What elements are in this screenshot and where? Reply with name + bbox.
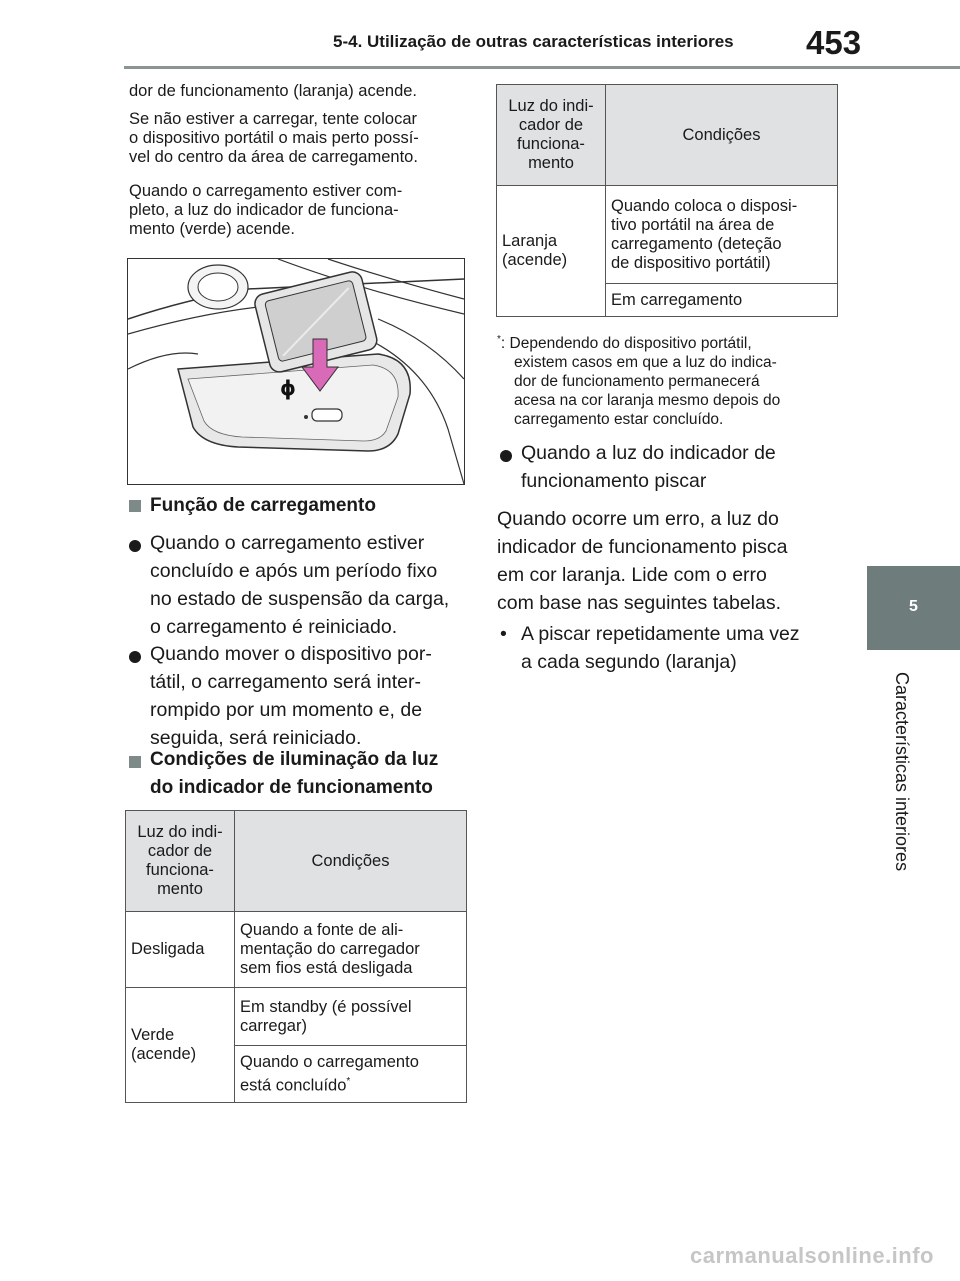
indicator-table-green (125, 810, 467, 1103)
page-number: 453 (806, 24, 862, 61)
paragraph-complete: Quando o carregamento estiver com- pleto, a luz do indicador de funciona- mento (verde) acende. (129, 182, 403, 238)
chapter-number: 5 (909, 598, 918, 615)
table-cell-condition: Quando o carregamento está concluído* (235, 1046, 467, 1103)
table-header-light: Luz do indi- cador de funciona- mento (497, 85, 606, 186)
table-cell-condition: Em standby (é possível carregar) (235, 988, 467, 1046)
bullet-device-moved: Quando mover o dispositivo por- tátil, o carregamento será inter- rompido por um momento e, de seguida, será reiniciado. (150, 643, 432, 749)
table-cell-condition: Quando coloca o disposi- tivo portátil na área de carregamento (deteção de dispositivo portátil) (606, 186, 838, 284)
footnote: *: Dependendo do dispositivo portátil, existem casos em que a luz do indica- dor de funcionamento permanecerá acesa na cor laranja mesmo depois do carregamento estar concluído. (497, 334, 781, 429)
watermark: carmanualsonline.info (690, 1243, 934, 1268)
bullet-dot (500, 450, 512, 462)
table-header-conditions: Condições (235, 811, 467, 912)
charging-illustration (127, 258, 465, 485)
bullet-charging-restart: Quando o carregamento estiver concluído e após um período fixo no estado de suspensão da carga, o carregamento é reiniciado. (150, 532, 450, 638)
table-header-conditions: Condições (606, 85, 838, 186)
indicator-table-orange (496, 84, 838, 317)
table-cell-state: Laranja (acende) (497, 186, 606, 317)
footnote-marker: * (497, 334, 501, 345)
section-title: 5-4. Utilização de outras características interiores (333, 32, 734, 51)
paragraph-error: Quando ocorre um erro, a luz do indicador de funcionamento pisca em cor laranja. Lide com o erro com base nas seguintes tabelas. (497, 508, 788, 614)
table-cell-state: Verde (acende) (126, 988, 235, 1103)
paragraph-continuation: dor de funcionamento (laranja) acende. (129, 82, 418, 100)
table-cell-condition: Em carregamento (606, 284, 838, 317)
sub-bullet-marker: • (500, 623, 507, 645)
header-rule (124, 66, 960, 69)
svg-text:ϕ: ϕ (280, 376, 296, 400)
table-header-light: Luz do indi- cador de funciona- mento (126, 811, 235, 912)
paragraph-retry: Se não estiver a carregar, tente colocar o dispositivo portátil o mais perto possí- vel do centro da área de carregamento. (129, 110, 419, 166)
section-marker (129, 500, 141, 512)
table-cell-state: Desligada (126, 912, 235, 988)
section-marker (129, 756, 141, 768)
section-heading-charging-function: Função de carregamento (150, 495, 376, 516)
bullet-dot (129, 540, 141, 552)
chapter-label: Características interiores (892, 672, 912, 872)
bullet-indicator-blinks: Quando a luz do indicador de funcionamento piscar (521, 442, 776, 492)
section-heading-lighting-conditions: Condições de iluminação da luz do indicador de funcionamento (150, 749, 439, 798)
table-cell-condition: Quando a fonte de ali- mentação do carregador sem fios está desligada (235, 912, 467, 988)
footnote-marker: * (346, 1075, 351, 1087)
bullet-dot (129, 651, 141, 663)
charger-phone-drawing (128, 259, 464, 484)
sub-bullet-blink-pattern: A piscar repetidamente uma vez a cada segundo (laranja) (521, 623, 800, 673)
